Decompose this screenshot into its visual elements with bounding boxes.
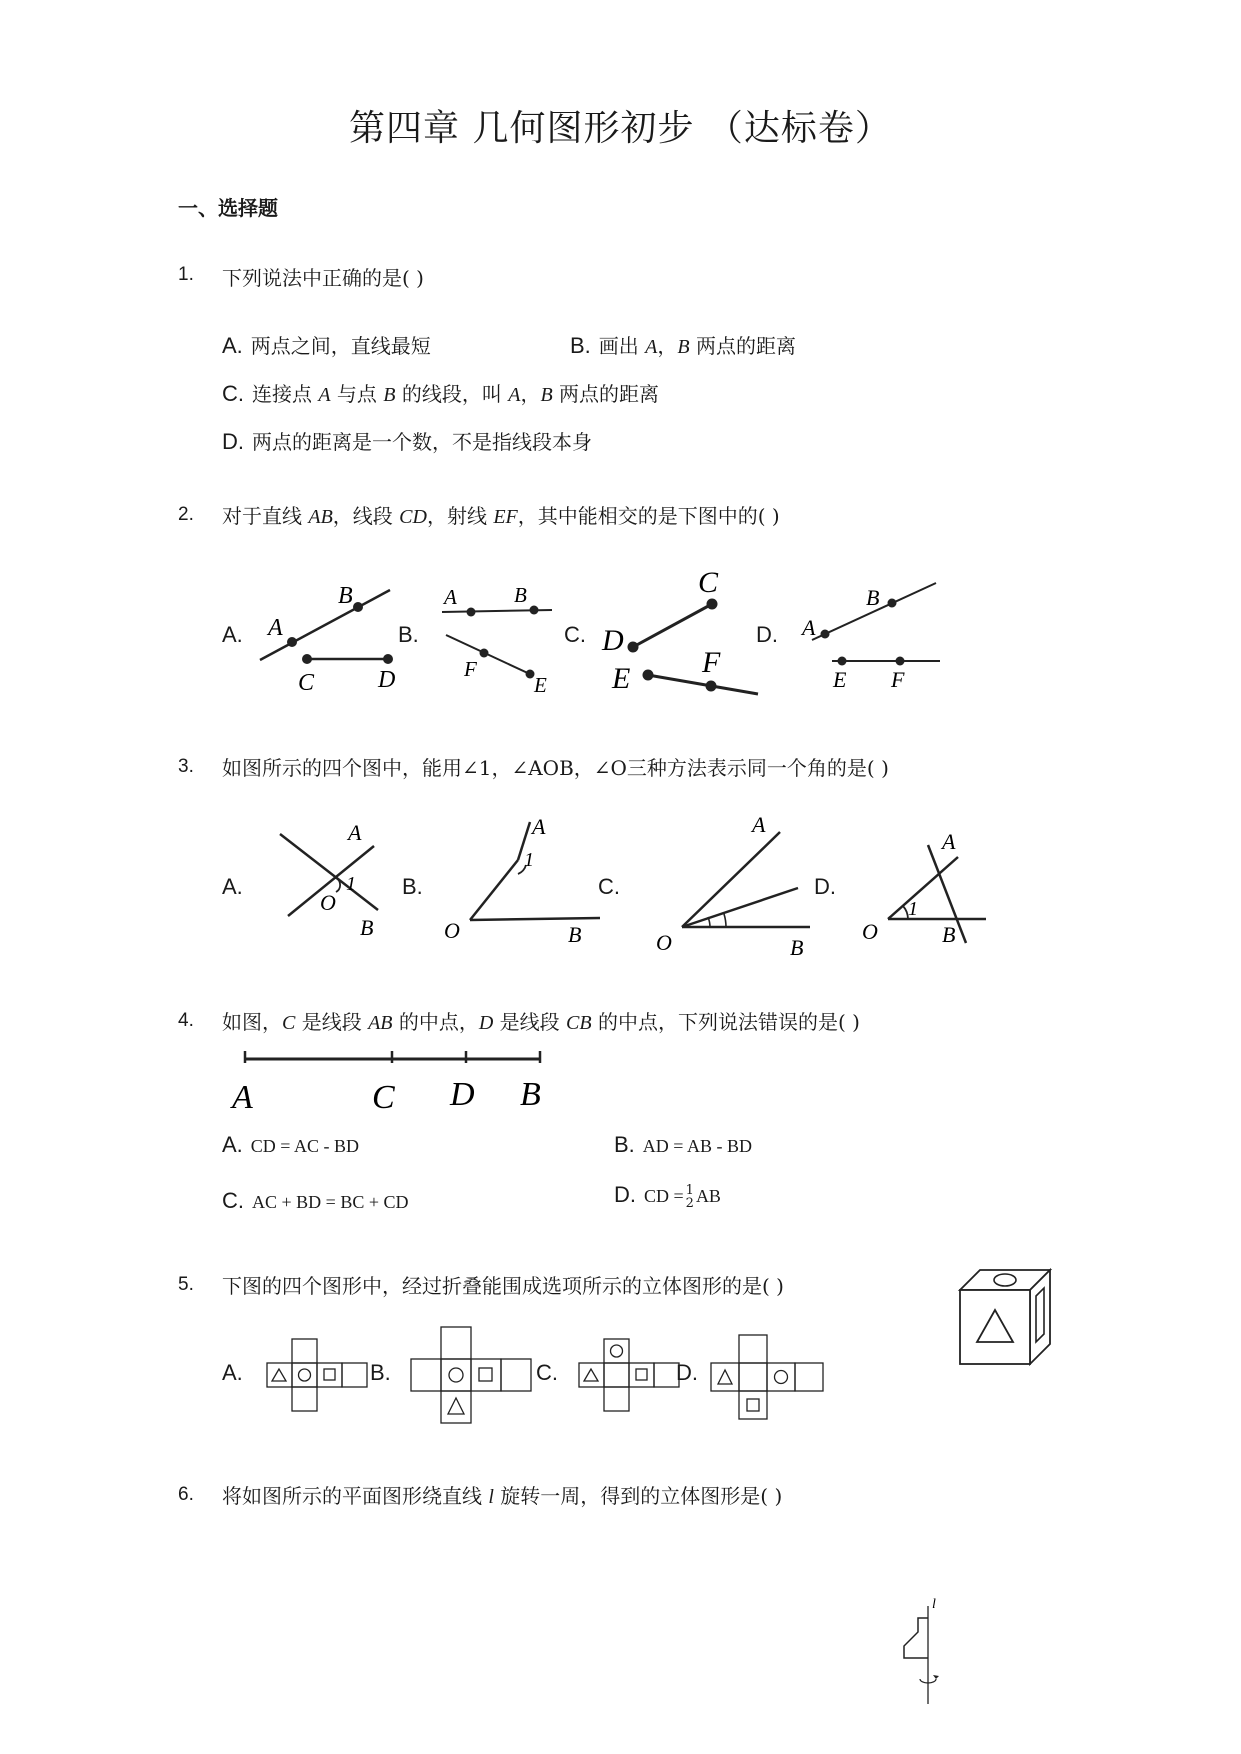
angle-label: 1 [524, 849, 534, 871]
text: 是线段 [493, 1010, 567, 1034]
option-formula: AB [695, 1186, 721, 1206]
option-formula: AC + BD = BC + CD [252, 1192, 409, 1212]
q5-net-d [710, 1334, 826, 1426]
variable: A [508, 384, 521, 406]
q2-figure-b [440, 580, 560, 697]
q6-rotation-figure [896, 1596, 956, 1706]
option-formula: CD = [644, 1186, 684, 1206]
q5-option-b[interactable]: B. [370, 1360, 391, 1385]
option-text: 的线段，叫 [395, 382, 509, 406]
q2-figure-c [598, 560, 768, 700]
text: ，线段 [332, 504, 400, 528]
option-letter: A. [222, 333, 243, 358]
q3-figure-b [440, 810, 610, 950]
option-text: ， [520, 382, 541, 406]
q5-cube-figure [958, 1268, 1058, 1368]
variable: AB [368, 1012, 393, 1034]
q4-segment-figure [230, 1045, 560, 1115]
q5-option-d[interactable]: D. [676, 1360, 698, 1385]
point-label: A [232, 1079, 253, 1116]
text: ，其中能相交的是下图中的( ) [517, 504, 780, 528]
point-label: F [464, 657, 477, 681]
question-5-number: 5. [178, 1274, 194, 1295]
page-title: 第四章 几何图形初步 （达标卷） [349, 108, 892, 149]
option-letter: B. [614, 1132, 635, 1157]
q1-option-d[interactable] [222, 426, 592, 455]
q2-option-b[interactable]: B. [398, 622, 419, 647]
fraction-numerator: 1 [685, 1182, 694, 1198]
axis-label: l [932, 1597, 936, 1612]
option-formula: AD = AB - BD [642, 1136, 752, 1156]
point-label: C [298, 670, 315, 696]
q3-figure-a [278, 820, 398, 950]
point-label: A [532, 814, 546, 839]
q3-option-a[interactable]: A. [222, 874, 243, 899]
option-letter: B. [570, 333, 591, 358]
q2-figure-d [800, 575, 950, 695]
question-5-text: 下图的四个图形中，经过折叠能围成选项所示的立体图形的是( ) [222, 1274, 784, 1298]
variable: l [488, 1486, 494, 1508]
variable: B [540, 384, 553, 406]
option-text: 两点的距离 [689, 334, 796, 358]
q1-option-c[interactable] [222, 378, 659, 407]
fraction-denominator: 2 [685, 1195, 694, 1211]
point-label: E [612, 662, 631, 695]
point-label: E [534, 673, 547, 697]
q1-option-a[interactable] [222, 330, 431, 359]
variable: D [478, 1012, 494, 1034]
q1-option-b[interactable] [570, 330, 796, 359]
q3-figure-d [858, 815, 998, 955]
point-label: B [520, 1076, 541, 1113]
point-label: B [790, 935, 804, 960]
point-label: A [752, 812, 766, 837]
question-3-number: 3. [178, 756, 194, 777]
option-letter: A. [222, 1132, 243, 1157]
point-label: B [338, 583, 353, 609]
q5-option-a[interactable]: A. [222, 1360, 243, 1385]
text: 旋转一周，得到的立体图形是( ) [493, 1484, 783, 1508]
point-label: A [348, 820, 362, 845]
q3-option-d[interactable]: D. [814, 874, 836, 899]
q5-net-c [578, 1338, 682, 1414]
option-text: 两点之间，直线最短 [250, 334, 431, 358]
option-letter: C. [222, 381, 244, 406]
point-label: O [444, 918, 460, 943]
angle-label: 1 [346, 873, 356, 895]
point-label: D [378, 667, 396, 693]
text: 对于直线 [222, 504, 309, 528]
point-label: E [833, 667, 847, 692]
point-label: C [698, 566, 719, 599]
option-text: 两点的距离是一个数，不是指线段本身 [252, 430, 592, 454]
q2-figure-a [250, 575, 400, 695]
text: ，射线 [426, 504, 494, 528]
option-formula: CD = AC - BD [250, 1136, 359, 1156]
text: 的中点，下列说法错误的是( ) [591, 1010, 860, 1034]
option-text: 画出 [598, 334, 646, 358]
q2-option-a[interactable]: A. [222, 622, 243, 647]
variable: B [383, 384, 396, 406]
variable: A [318, 384, 331, 406]
point-label: C [372, 1079, 395, 1116]
option-text: 两点的距离 [552, 382, 660, 406]
option-text: 连接点 [252, 382, 319, 406]
variable: AB [308, 506, 333, 528]
q4-option-a[interactable] [222, 1132, 359, 1158]
point-label: B [514, 583, 527, 607]
point-label: B [360, 915, 374, 940]
variable: EF [493, 506, 518, 528]
q2-option-d[interactable]: D. [756, 622, 778, 647]
option-letter: D. [614, 1182, 636, 1207]
q2-option-c[interactable]: C. [564, 622, 586, 647]
question-2-text [222, 500, 780, 529]
question-4-number: 4. [178, 1010, 194, 1031]
question-3-text: 如图所示的四个图中，能用∠1，∠AOB，∠O三种方法表示同一个角的是( ) [222, 756, 889, 780]
question-6-text [222, 1480, 782, 1509]
q3-option-b[interactable]: B. [402, 874, 423, 899]
point-label: O [320, 890, 336, 915]
question-1-number: 1. [178, 264, 194, 285]
text: 的中点， [392, 1010, 479, 1034]
variable: CB [566, 1012, 592, 1034]
point-label: A [942, 829, 956, 854]
q4-option-c[interactable] [222, 1188, 408, 1214]
point-label: B [866, 585, 880, 610]
fraction [686, 1184, 694, 1210]
point-label: F [891, 667, 905, 692]
q5-option-c[interactable]: C. [536, 1360, 558, 1385]
question-4-text [222, 1006, 860, 1035]
q3-figure-c [650, 810, 830, 960]
option-text: 与点 [330, 382, 384, 406]
text: 如图， [222, 1010, 282, 1034]
point-label: D [450, 1076, 475, 1113]
section-heading: 一、选择题 [178, 196, 278, 220]
q3-option-c[interactable]: C. [598, 874, 620, 899]
point-label: O [862, 919, 878, 944]
point-label: B [942, 922, 956, 947]
point-label: A [444, 585, 457, 609]
question-6-number: 6. [178, 1484, 194, 1505]
angle-label: 1 [908, 898, 918, 920]
option-text: ， [657, 334, 678, 358]
point-label: O [656, 930, 672, 955]
q4-option-b[interactable] [614, 1132, 752, 1158]
option-letter: D. [222, 429, 244, 454]
point-label: F [702, 646, 721, 679]
q5-net-a [266, 1338, 370, 1414]
question-1-text: 下列说法中正确的是( ) [222, 266, 424, 290]
point-label: D [602, 624, 624, 657]
question-2-number: 2. [178, 504, 194, 525]
q5-net-b [410, 1326, 534, 1426]
point-label: A [268, 615, 283, 641]
q4-option-d[interactable] [614, 1182, 721, 1210]
text: 将如图所示的平面图形绕直线 [222, 1484, 489, 1508]
variable: A [645, 336, 658, 358]
option-letter: C. [222, 1188, 244, 1213]
variable: C [282, 1012, 296, 1034]
point-label: A [802, 615, 816, 640]
point-label: B [568, 922, 582, 947]
variable: B [677, 336, 690, 358]
variable: CD [399, 506, 427, 528]
text: 是线段 [295, 1010, 369, 1034]
